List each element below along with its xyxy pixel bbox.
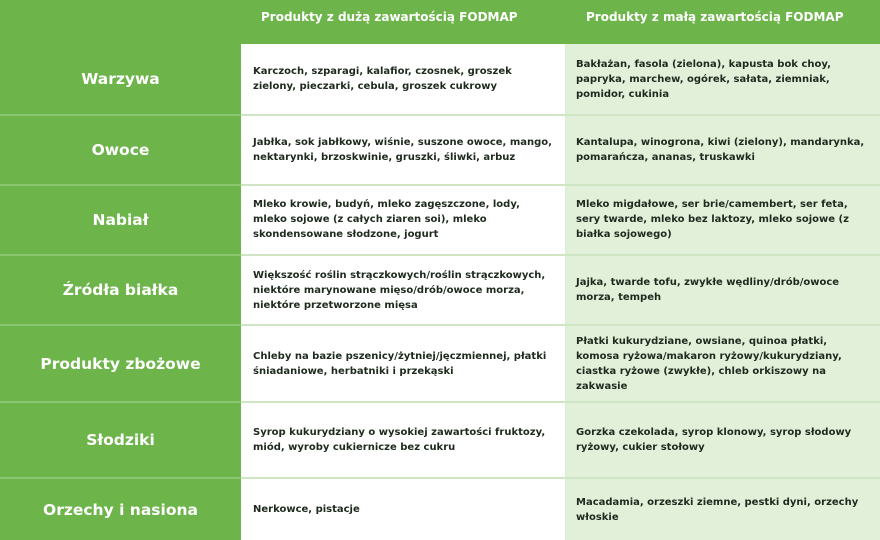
category-label-slodziki: Słodziki bbox=[0, 401, 241, 477]
cell-low-nabial: Mleko migdałowe, ser brie/camembert, ser feta, sery twarde, mleko bez laktozy, mleko sojowe (z białka sojowego) bbox=[566, 184, 880, 254]
cell-low-produkty-zbozowe: Płatki kukurydziane, owsiane, quinoa płatki, komosa ryżowa/makaron ryżowy/kukurydziany, ciastka ryżowe (zwykłe), chleb orkiszowy na zakwasie bbox=[566, 324, 880, 401]
cell-high-owoce: Jabłka, sok jabłkowy, wiśnie, suszone owoce, mango, nektarynki, brzoskwinie, gruszki, śliwki, arbuz bbox=[241, 114, 566, 184]
cell-low-owoce: Kantalupa, winogrona, kiwi (zielony), mandarynka, pomarańcza, ananas, truskawki bbox=[566, 114, 880, 184]
header-high-fodmap: Produkty z dużą zawartością FODMAP bbox=[261, 10, 518, 24]
cell-high-zrodla-bialka: Większość roślin strączkowych/roślin strączkowych, niektóre marynowane mięso/drób/owoce morza, niektóre przetworzone mięsa bbox=[241, 254, 566, 324]
cell-high-slodziki: Syrop kukurydziany o wysokiej zawartości fruktozy, miód, wyroby cukiernicze bez cukru bbox=[241, 401, 566, 477]
category-label-orzechy-i-nasiona: Orzechy i nasiona bbox=[0, 477, 241, 540]
cell-high-produkty-zbozowe: Chleby na bazie pszenicy/żytniej/jęczmiennej, płatki śniadaniowe, herbatniki i przekąski bbox=[241, 324, 566, 401]
category-label-produkty-zbozowe: Produkty zbożowe bbox=[0, 324, 241, 401]
category-label-owoce: Owoce bbox=[0, 114, 241, 184]
header-low-fodmap: Produkty z małą zawartością FODMAP bbox=[586, 10, 844, 24]
category-label-zrodla-bialka: Źródła białka bbox=[0, 254, 241, 324]
header-corner bbox=[0, 0, 241, 44]
cell-low-orzechy-i-nasiona: Macadamia, orzeszki ziemne, pestki dyni, orzechy włoskie bbox=[566, 477, 880, 540]
cell-low-zrodla-bialka: Jajka, twarde tofu, zwykłe wędliny/drób/owoce morza, tempeh bbox=[566, 254, 880, 324]
category-label-nabial: Nabiał bbox=[0, 184, 241, 254]
cell-low-slodziki: Gorzka czekolada, syrop klonowy, syrop słodowy ryżowy, cukier stołowy bbox=[566, 401, 880, 477]
cell-high-warzywa: Karczoch, szparagi, kalafior, czosnek, groszek zielony, pieczarki, cebula, groszek cukrowy bbox=[241, 44, 566, 114]
cell-high-orzechy-i-nasiona: Nerkowce, pistacje bbox=[241, 477, 566, 540]
cell-low-warzywa: Bakłażan, fasola (zielona), kapusta bok choy, papryka, marchew, ogórek, sałata, ziemniak, pomidor, cukinia bbox=[566, 44, 880, 114]
cell-high-nabial: Mleko krowie, budyń, mleko zagęszczone, lody, mleko sojowe (z całych ziaren soi), mleko skondensowane słodzone, jogurt bbox=[241, 184, 566, 254]
category-label-warzywa: Warzywa bbox=[81, 70, 160, 88]
